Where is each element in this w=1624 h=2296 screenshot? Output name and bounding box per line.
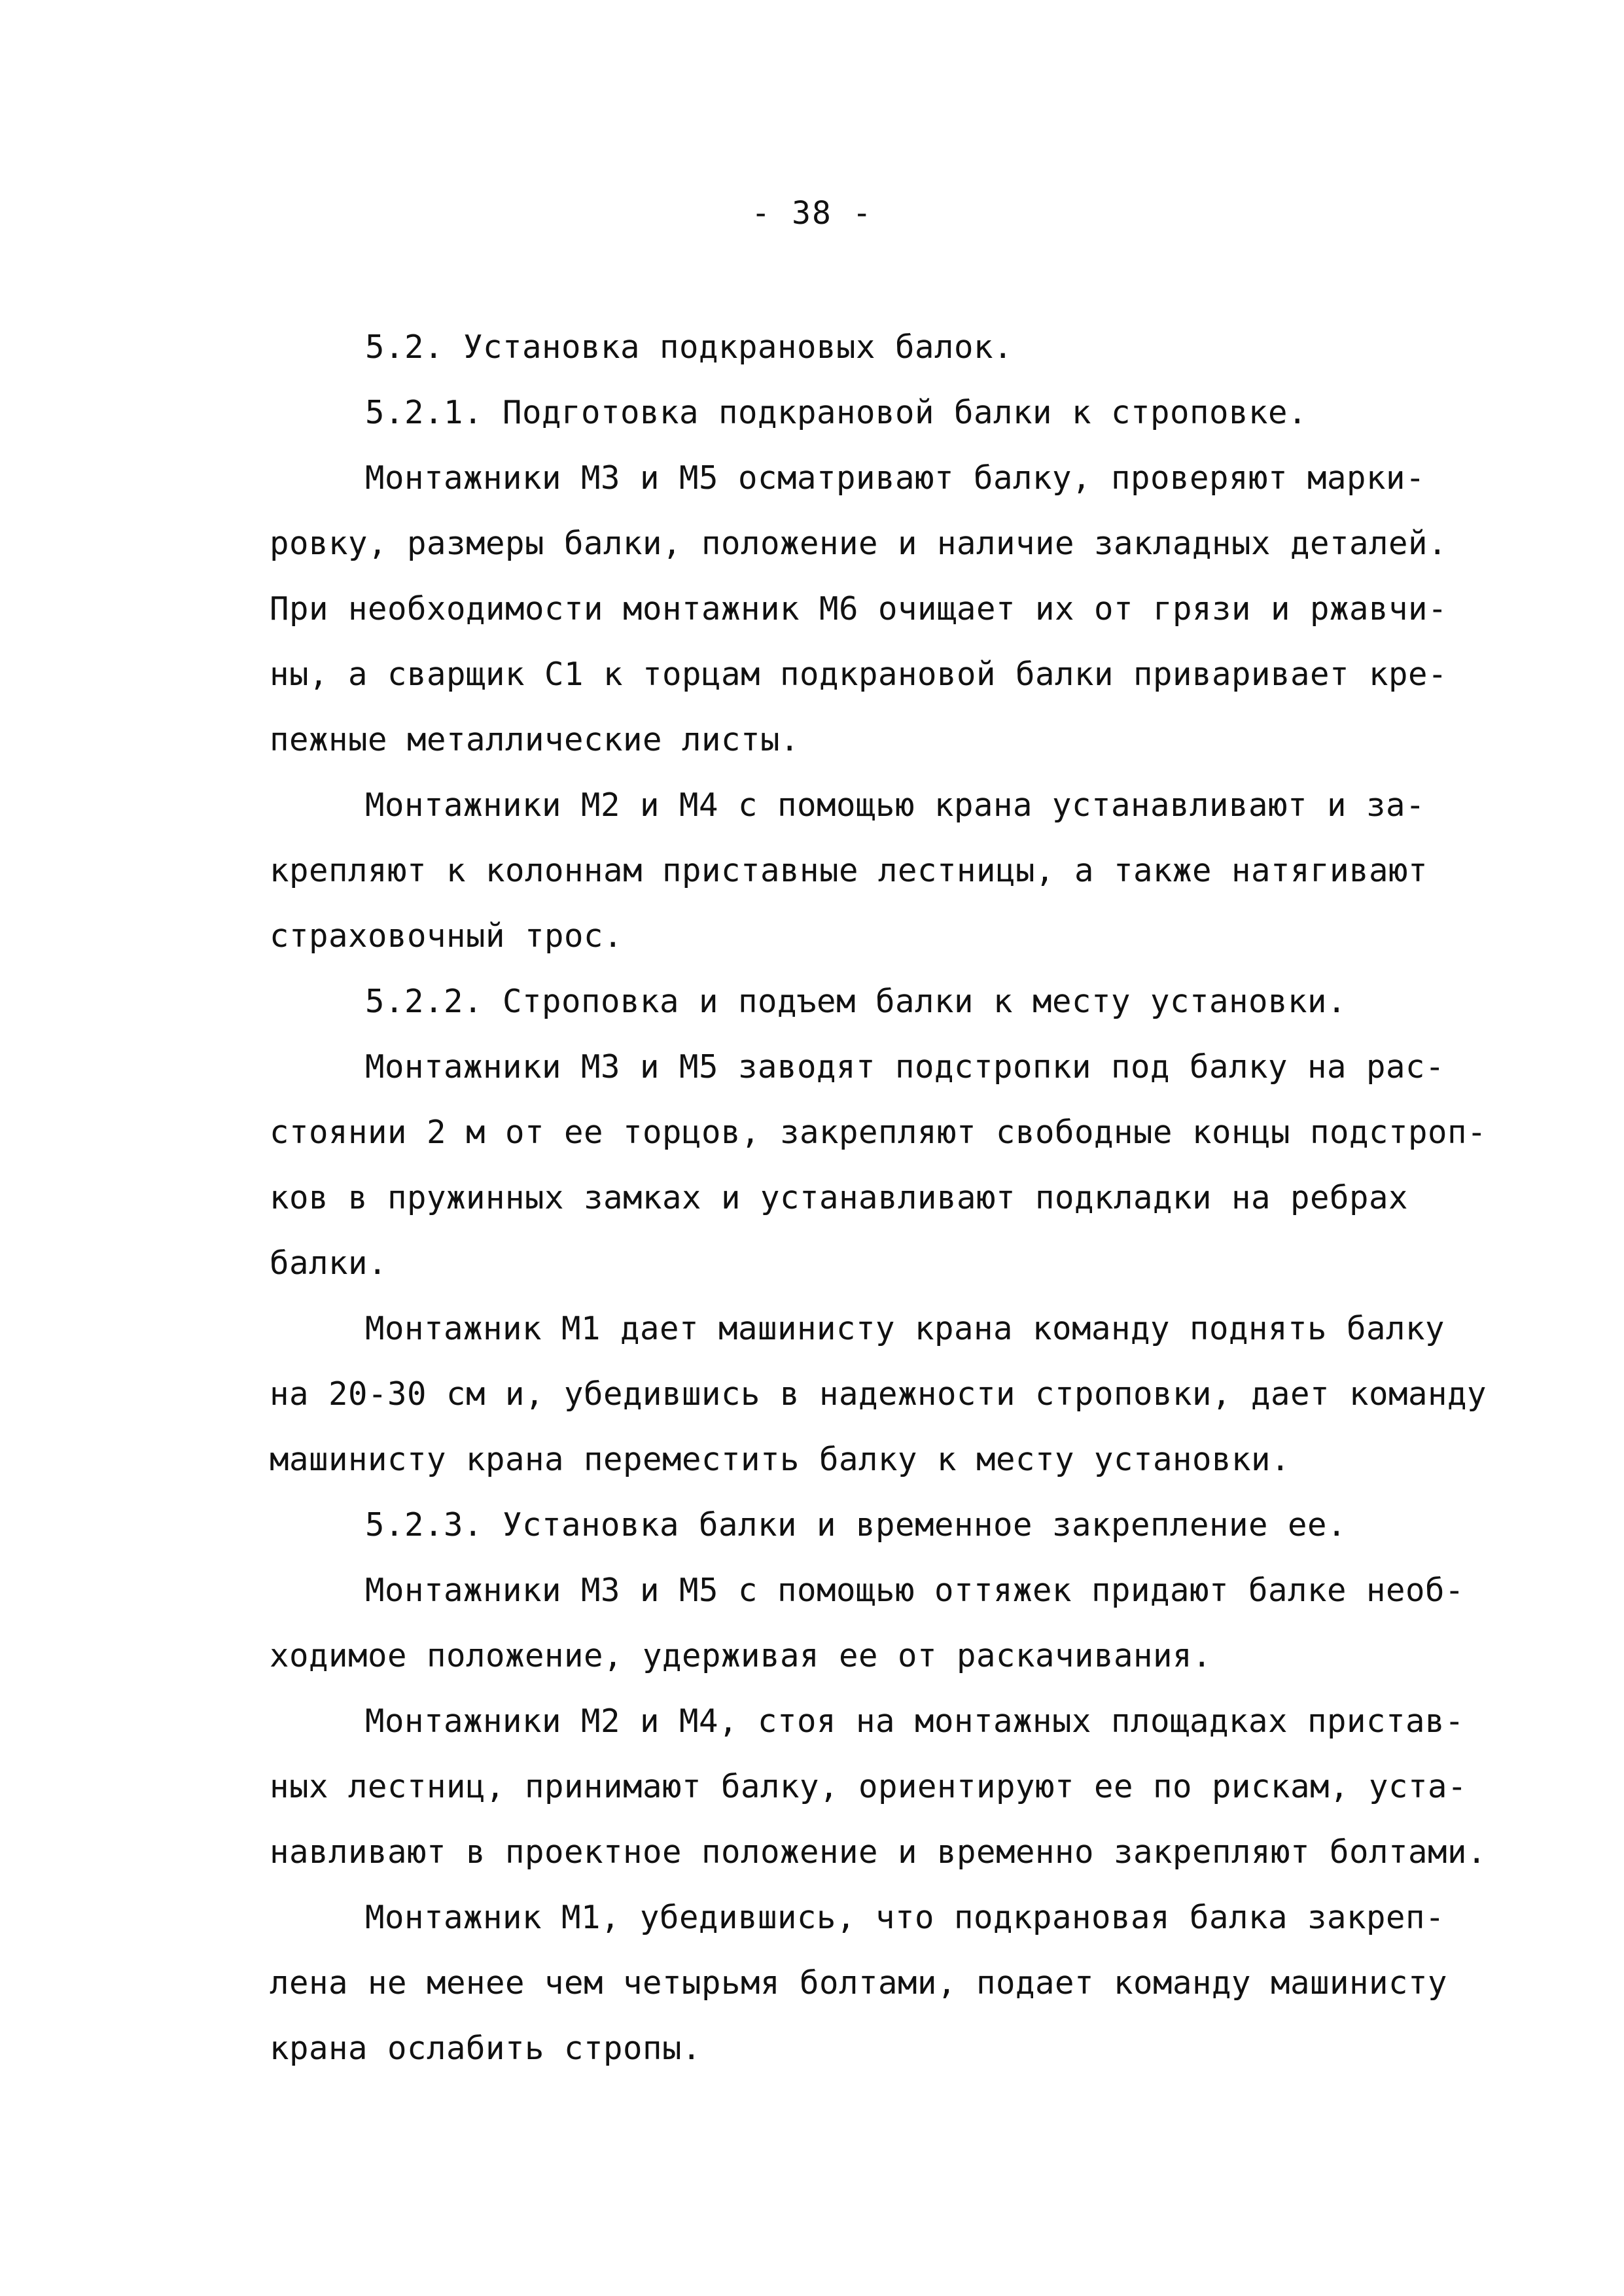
paragraph-5-line-1: Монтажники М3 и М5 с помощью оттяжек придают балке необ-: [365, 1572, 1465, 1609]
paragraph-2-line-3: страховочный трос.: [270, 917, 624, 955]
paragraph-6-line-3: навливают в проектное положение и временно закрепляют болтами.: [270, 1833, 1487, 1871]
subsection-heading-5-2-2: 5.2.2. Строповка и подъем балки к месту установки.: [365, 983, 1347, 1020]
paragraph-1-line-4: ны, а сварщик С1 к торцам подкрановой балки приваривает кре-: [270, 656, 1448, 693]
subsection-heading-5-2-3: 5.2.3. Установка балки и временное закрепление ее.: [365, 1506, 1347, 1544]
section-heading-5-2: 5.2. Установка подкрановых балок.: [365, 328, 1014, 366]
paragraph-6-line-1: Монтажники М2 и М4, стоя на монтажных площадках пристав-: [365, 1703, 1465, 1740]
subsection-heading-5-2-1: 5.2.1. Подготовка подкрановой балки к строповке.: [365, 394, 1308, 431]
page-number: - 38 -: [751, 195, 873, 232]
paragraph-5-line-2: ходимое положение, удерживая ее от раскачивания.: [270, 1637, 1212, 1674]
paragraph-2-line-2: крепляют к колоннам приставные лестницы, а также натягивают: [270, 852, 1428, 889]
paragraph-4-line-2: на 20-30 см и, убедившись в надежности строповки, дает команду: [270, 1375, 1487, 1413]
paragraph-4-line-3: машинисту крана переместить балку к месту установки.: [270, 1441, 1291, 1478]
paragraph-7-line-1: Монтажник М1, убедившись, что подкрановая балка закреп-: [365, 1899, 1445, 1936]
paragraph-4-line-1: Монтажник М1 дает машинисту крана команду поднять балку: [365, 1310, 1445, 1347]
paragraph-7-line-3: крана ослабить стропы.: [270, 2030, 702, 2067]
paragraph-7-line-2: лена не менее чем четырьмя болтами, подает команду машинисту: [270, 1964, 1448, 2002]
paragraph-6-line-2: ных лестниц, принимают балку, ориентируют ее по рискам, уста-: [270, 1768, 1468, 1805]
paragraph-3-line-3: ков в пружинных замках и устанавливают подкладки на ребрах: [270, 1179, 1409, 1216]
paragraph-1-line-5: пежные металлические листы.: [270, 721, 800, 758]
paragraph-3-line-1: Монтажники М3 и М5 заводят подстропки под балку на рас-: [365, 1048, 1445, 1086]
paragraph-3-line-4: балки.: [270, 1245, 388, 1282]
paragraph-3-line-2: стоянии 2 м от ее торцов, закрепляют свободные концы подстроп-: [270, 1114, 1487, 1151]
paragraph-1-line-2: ровку, размеры балки, положение и наличие закладных деталей.: [270, 525, 1448, 562]
paragraph-1-line-1: Монтажники М3 и М5 осматривают балку, проверяют марки-: [365, 459, 1426, 497]
paragraph-1-line-3: При необходимости монтажник М6 очищает их от грязи и ржавчи-: [270, 590, 1448, 627]
paragraph-2-line-1: Монтажники М2 и М4 с помощью крана устанавливают и за-: [365, 786, 1426, 824]
